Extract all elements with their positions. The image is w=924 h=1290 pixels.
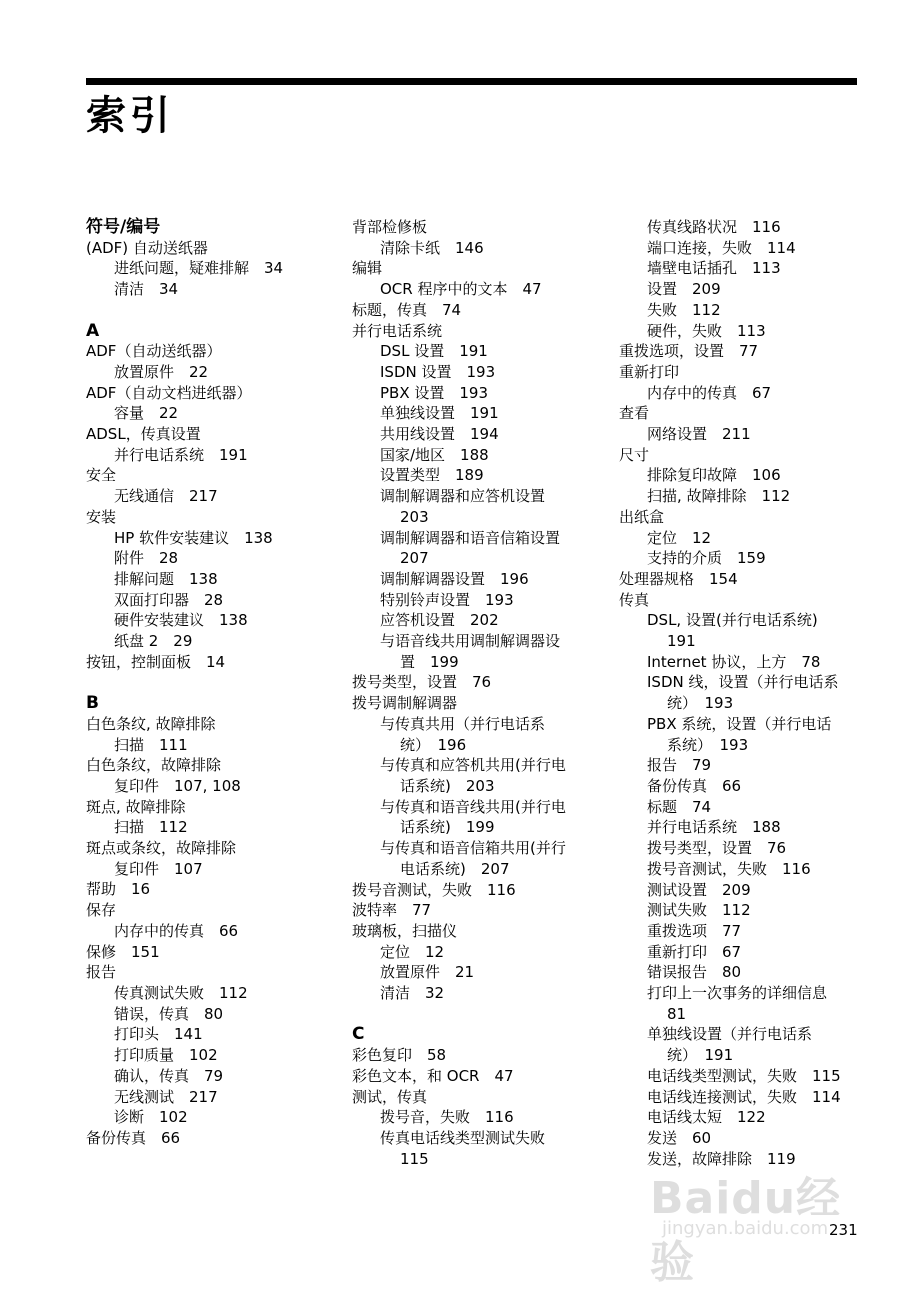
section-heading: C [352, 1024, 365, 1045]
index-subentry: 双面打印器 28 [114, 590, 224, 609]
index-entry: 安全 [86, 466, 117, 485]
index-column-3 [619, 217, 879, 1169]
index-subentry: 应答机设置 202 [380, 611, 499, 630]
index-entry: 并行电话系统 [352, 321, 443, 340]
index-subentry: 诊断 102 [114, 1108, 188, 1127]
index-subentry: DSL 设置 191 [380, 342, 488, 361]
index-subentry: 重新打印 67 [647, 942, 742, 961]
index-subentry: 拨号音测试，失败 116 [647, 859, 811, 878]
section-heading: A [86, 320, 100, 341]
index-subentry: 传真测试失败 112 [114, 983, 248, 1002]
index-subentry: 与传真和语音信箱共用(并行 [380, 839, 566, 858]
index-subentry: 并行电话系统 188 [647, 818, 781, 837]
index-subentry: 硬件，失败 113 [647, 321, 766, 340]
index-entry: 重拨选项，设置 77 [619, 342, 759, 361]
section-heading: 符号/编号 [86, 217, 161, 237]
index-entry: 玻璃板，扫描仪 [352, 921, 458, 940]
index-subentry: 无线通信 217 [114, 487, 218, 506]
index-subentry: 定位 12 [380, 942, 445, 961]
index-entry: ADSL，传真设置 [86, 425, 201, 444]
index-subentry: 系统） 193 [667, 735, 749, 754]
page-number: 231 [829, 1221, 858, 1239]
index-entry: 拨号音测试，失败 116 [352, 880, 516, 899]
index-subentry: 统） 196 [400, 735, 467, 754]
watermark-url: jingyan.baidu.com [662, 1218, 829, 1239]
index-subentry: 传真线路状况 116 [647, 218, 781, 236]
index-subentry: 扫描, 故障排除 112 [647, 487, 791, 506]
index-subentry: 电话线连接测试，失败 114 [647, 1087, 841, 1106]
section-heading: B [86, 693, 99, 714]
index-subentry: 扫描 112 [114, 818, 188, 837]
index-subentry: 打印头 141 [114, 1025, 203, 1044]
index-subentry: 话系统) 199 [400, 818, 495, 837]
index-subentry: 设置 209 [647, 280, 721, 299]
index-subentry: HP 软件安装建议 138 [114, 528, 273, 547]
index-subentry: OCR 程序中的文本 47 [380, 280, 542, 299]
index-subentry: 115 [400, 1149, 429, 1168]
index-subentry: PBX 设置 193 [380, 383, 489, 402]
index-entry: (ADF) 自动送纸器 [86, 238, 208, 257]
index-subentry: 标题 74 [647, 797, 712, 816]
index-entry: 报告 [86, 963, 117, 982]
watermark-logo-text: Baidu经验 [650, 1173, 842, 1288]
index-subentry: 国家/地区 188 [380, 445, 489, 464]
index-entry: 传真 [619, 590, 650, 609]
index-subentry: 定位 12 [647, 528, 712, 547]
index-subentry: 排解问题 138 [114, 569, 218, 588]
title-rule [86, 78, 857, 85]
index-column-2 [352, 217, 612, 1169]
index-entry: 测试，传真 [352, 1087, 428, 1106]
index-entry: 斑点或条纹，故障排除 [86, 839, 237, 858]
index-subentry: 打印上一次事务的详细信息 [647, 984, 828, 1003]
index-subentry: 测试设置 209 [647, 880, 751, 899]
index-subentry: 203 [400, 507, 429, 526]
index-subentry: 复印件 107, 108 [114, 776, 241, 795]
index-entry: ADF（自动文档进纸器） [86, 383, 252, 402]
index-subentry: 特别铃声设置 193 [380, 590, 514, 609]
index-subentry: 统） 193 [667, 694, 734, 713]
index-subentry: 电话线太短 122 [647, 1108, 766, 1127]
index-subentry: 放置原件 22 [114, 362, 209, 381]
index-subentry: 容量 22 [114, 404, 179, 423]
index-subentry: 内存中的传真 67 [647, 383, 772, 402]
index-subentry: 与传真和语音线共用(并行电 [380, 797, 566, 816]
index-entry: 出纸盒 [619, 507, 665, 526]
index-subentry: 附件 28 [114, 549, 179, 568]
index-subentry: 扫描 111 [114, 735, 188, 754]
index-subentry: 拨号音，失败 116 [380, 1108, 514, 1127]
index-entry: 彩色复印 58 [352, 1046, 447, 1065]
index-subentry: 墙壁电话插孔 113 [647, 259, 781, 278]
index-entry: 保存 [86, 901, 117, 920]
index-subentry: 传真电话线类型测试失败 [380, 1128, 546, 1147]
index-entry: 背部检修板 [352, 218, 428, 236]
index-entry: 安装 [86, 507, 117, 526]
index-subentry: 与传真共用（并行电话系 [380, 714, 546, 733]
index-subentry: 拨号类型，设置 76 [647, 839, 787, 858]
index-subentry: 发送 60 [647, 1128, 712, 1147]
index-subentry: PBX 系统，设置（并行电话 [647, 714, 832, 733]
index-subentry: 191 [667, 632, 696, 651]
index-entry: 白色条纹，故障排除 [86, 756, 222, 775]
index-subentry: 进纸问题，疑难排解 34 [114, 259, 284, 278]
index-subentry: 电话系统) 207 [400, 859, 510, 878]
index-entry: 帮助 16 [86, 880, 151, 899]
page-title: 索引 [86, 93, 174, 139]
index-subentry: 端口连接，失败 114 [647, 238, 796, 257]
index-subentry: 置 199 [400, 652, 459, 671]
index-subentry: 与语音线共用调制解调器设 [380, 632, 561, 651]
index-entry: 按钮，控制面板 14 [86, 652, 226, 671]
index-subentry: 单独线设置（并行电话系 [647, 1025, 813, 1044]
index-entry: 波特率 77 [352, 901, 432, 920]
index-subentry: 单独线设置 191 [380, 404, 499, 423]
index-subentry: 电话线类型测试，失败 115 [647, 1066, 841, 1085]
index-subentry: 设置类型 189 [380, 466, 484, 485]
index-entry: 查看 [619, 404, 650, 423]
index-subentry: 调制解调器和语音信箱设置 [380, 528, 561, 547]
index-subentry: 重拨选项 77 [647, 921, 742, 940]
index-entry: ADF（自动送纸器） [86, 342, 222, 361]
index-subentry: 207 [400, 549, 429, 568]
section-spacer [86, 672, 336, 693]
index-subentry: 清洁 34 [114, 280, 179, 299]
index-subentry: ISDN 设置 193 [380, 362, 496, 381]
index-subentry: 调制解调器设置 196 [380, 569, 529, 588]
index-subentry: 报告 79 [647, 756, 712, 775]
index-subentry: 网络设置 211 [647, 425, 751, 444]
index-subentry: 测试失败 112 [647, 901, 751, 920]
index-subentry: 备份传真 66 [647, 776, 742, 795]
index-subentry: 共用线设置 194 [380, 425, 499, 444]
index-subentry: 失败 112 [647, 300, 721, 319]
index-subentry: 81 [667, 1004, 687, 1023]
index-subentry: 错误报告 80 [647, 963, 742, 982]
index-subentry: 并行电话系统 191 [114, 445, 248, 464]
index-subentry: 纸盘 2 29 [114, 632, 193, 651]
index-subentry: 统） 191 [667, 1046, 734, 1065]
index-subentry: 清除卡纸 146 [380, 238, 484, 257]
index-column-1 [86, 217, 336, 1149]
index-subentry: 复印件 107 [114, 859, 203, 878]
index-subentry: ISDN 线，设置（并行电话系 [647, 673, 839, 692]
section-spacer [352, 1004, 612, 1025]
index-subentry: 打印质量 102 [114, 1046, 218, 1065]
section-spacer [86, 300, 336, 321]
index-entry: 重新打印 [619, 362, 680, 381]
index-entry: 拨号类型，设置 76 [352, 673, 492, 692]
index-entry: 尺寸 [619, 445, 650, 464]
index-subentry: 硬件安装建议 138 [114, 611, 248, 630]
index-entry: 编辑 [352, 259, 383, 278]
index-subentry: 支持的介质 159 [647, 549, 766, 568]
index-subentry: 放置原件 21 [380, 963, 475, 982]
index-subentry: 清洁 32 [380, 984, 445, 1003]
index-entry: 拨号调制解调器 [352, 694, 458, 713]
index-subentry: Internet 协议，上方 78 [647, 652, 821, 671]
index-subentry: 发送，故障排除 119 [647, 1149, 796, 1168]
index-entry: 标题，传真 74 [352, 300, 462, 319]
index-entry: 彩色文本，和 OCR 47 [352, 1066, 514, 1085]
index-subentry: 与传真和应答机共用(并行电 [380, 756, 566, 775]
index-entry: 保修 151 [86, 942, 160, 961]
index-subentry: DSL, 设置(并行电话系统) [647, 611, 818, 630]
index-entry: 备份传真 66 [86, 1128, 181, 1147]
index-subentry: 无线测试 217 [114, 1087, 218, 1106]
index-entry: 白色条纹, 故障排除 [86, 714, 216, 733]
index-subentry: 话系统) 203 [400, 776, 495, 795]
index-entry: 斑点, 故障排除 [86, 797, 186, 816]
index-subentry: 错误，传真 80 [114, 1004, 224, 1023]
index-subentry: 调制解调器和应答机设置 [380, 487, 546, 506]
index-subentry: 排除复印故障 106 [647, 466, 781, 485]
index-subentry: 确认，传真 79 [114, 1066, 224, 1085]
index-subentry: 内存中的传真 66 [114, 921, 239, 940]
index-entry: 处理器规格 154 [619, 569, 738, 588]
